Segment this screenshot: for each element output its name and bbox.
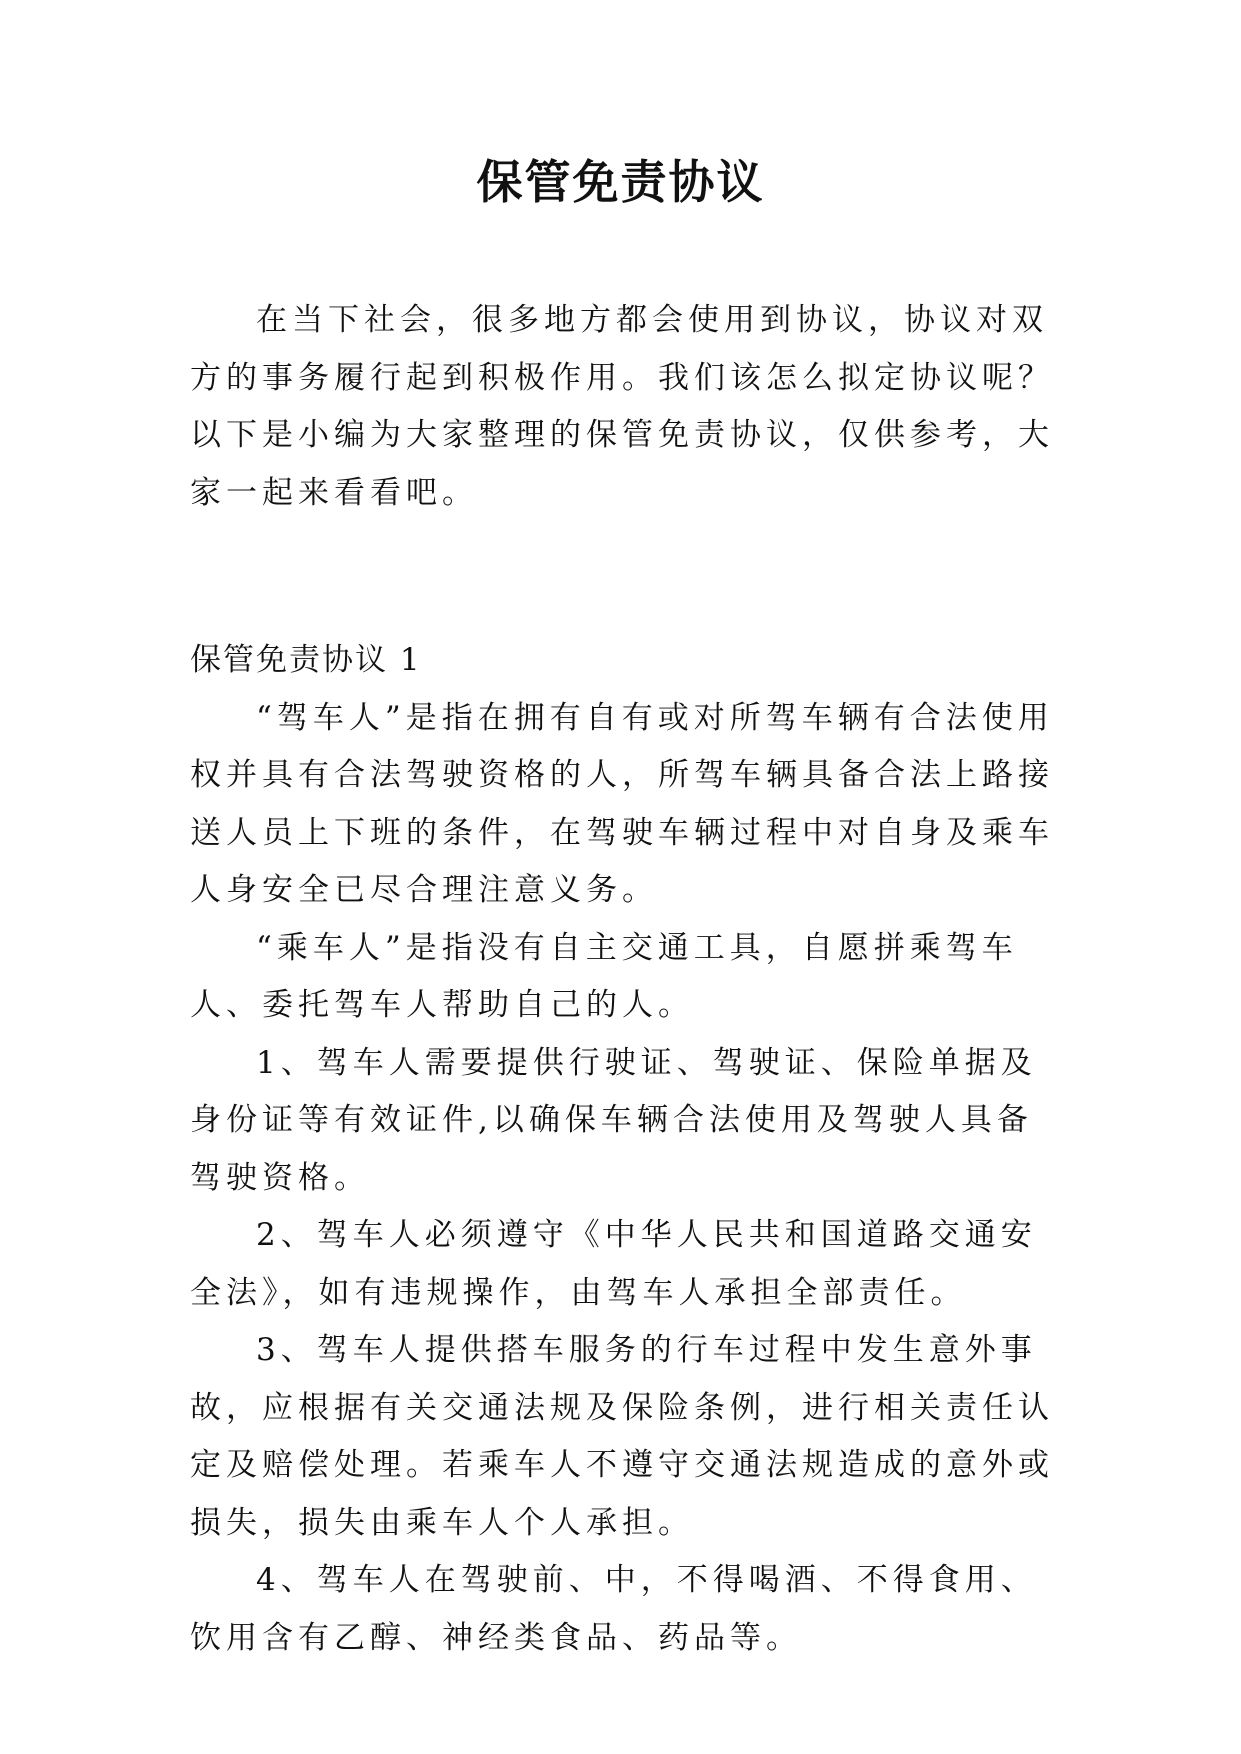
definition-passenger: “乘车人”是指没有自主交通工具，自愿拼乘驾车人、委托驾车人帮助自己的人。 <box>190 929 1018 1023</box>
spacer <box>190 522 1056 632</box>
document-body <box>190 292 1056 1667</box>
clause-3: 3、驾车人提供搭车服务的行车过程中发生意外事故，应根据有关交通法规及保险条例，进行相关责任认定及赔偿处理。若乘车人不遵守交通法规造成的意外或损失，损失由乘车人个人承担。 <box>190 1332 1054 1541</box>
clause-1: 1、驾车人需要提供行驶证、驾驶证、保险单据及身份证等有效证件,以确保车辆合法使用及驾驶人具备驾驶资格。 <box>190 1044 1037 1196</box>
clause-4: 4、驾车人在驾驶前、中，不得喝酒、不得食用、饮用含有乙醇、神经类食品、药品等。 <box>190 1562 1037 1656</box>
definition-driver: “驾车人”是指在拥有自有或对所驾车辆有合法使用权并具有合法驾驶资格的人，所驾车辆具备合法上路接送人员上下班的条件，在驾驶车辆过程中对自身及乘车人身安全已尽合理注意义务。 <box>190 699 1054 908</box>
document-title: 保管免责协议 <box>476 155 765 209</box>
section-heading: 保管免责协议 1 <box>190 642 422 678</box>
clause-2: 2、驾车人必须遵守《中华人民共和国道路交通安全法》，如有违规操作，由驾车人承担全部责任。 <box>190 1217 1037 1311</box>
intro-paragraph: 在当下社会，很多地方都会使用到协议，协议对双方的事务履行起到积极作用。我们该怎么拟定协议呢？以下是小编为大家整理的保管免责协议，仅供参考，大家一起来看看吧。 <box>190 302 1054 511</box>
